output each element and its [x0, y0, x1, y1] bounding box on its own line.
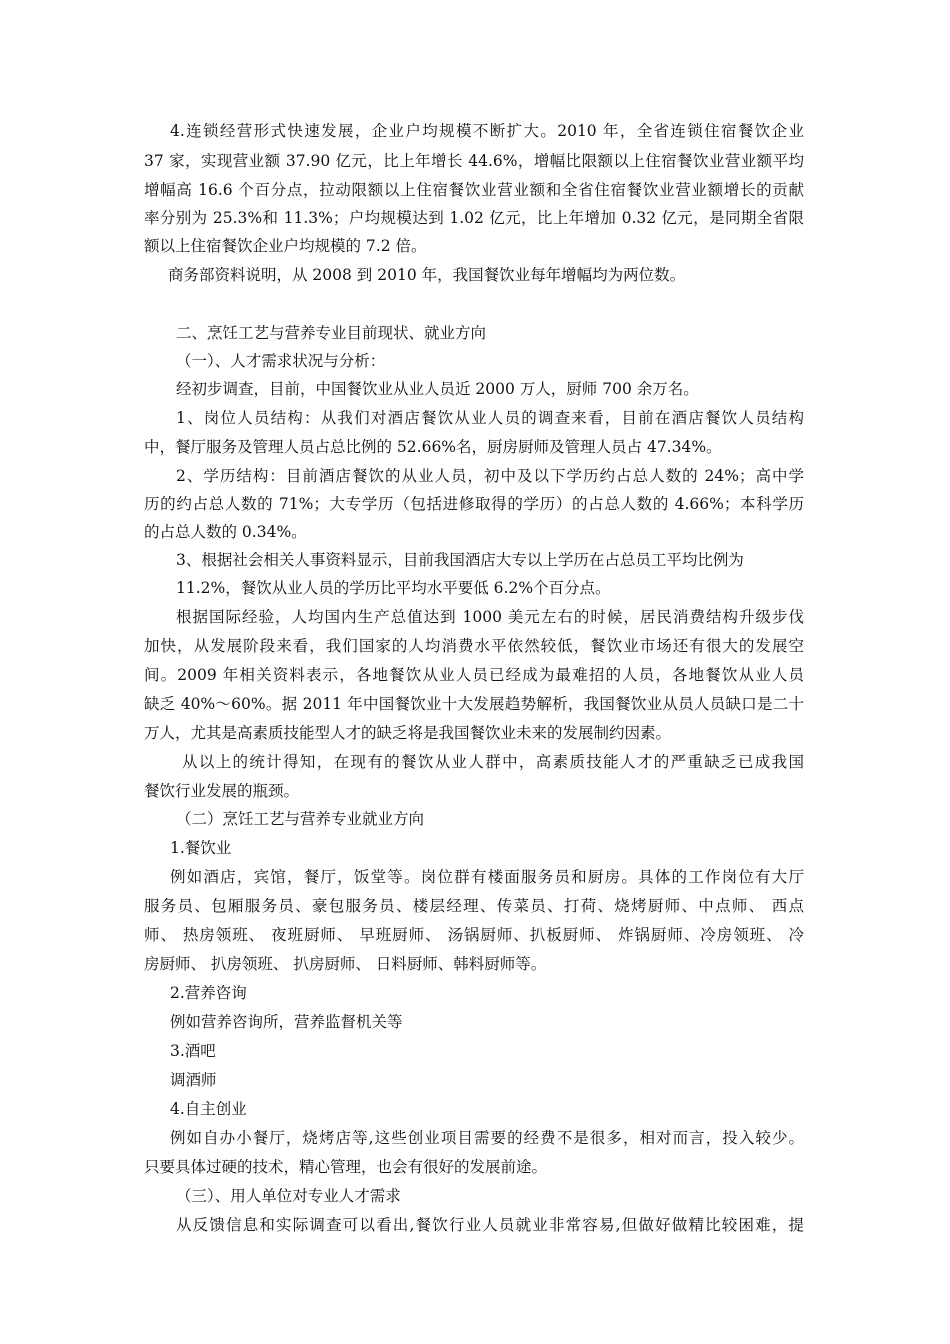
text-line: 历的约占总人数的 71%；大专学历（包括进修取得的学历）的占总人数的 4.66%；本科学历 — [144, 495, 804, 513]
list-heading: 2.营养咨询 — [170, 984, 247, 1002]
text-line: 间。2009 年相关资料表示，各地餐饮从业人员已经成为最难招的人员，各地餐饮从业人员 — [144, 666, 804, 684]
text-line: 4.连锁经营形式快速发展，企业户均规模不断扩大。2010 年，全省连锁住宿餐饮企业 — [170, 122, 804, 140]
text-line: 经初步调查，目前，中国餐饮业从业人员近 2000 万人，厨师 700 余万名。 — [176, 380, 699, 398]
text-line: 从以上的统计得知，在现有的餐饮从业人群中，高素质技能人才的严重缺乏已成我国 — [182, 753, 804, 771]
text-line: 例如自办小餐厅，烧烤店等,这些创业项目需要的经费不是很多，相对而言，投入较少。 — [170, 1129, 804, 1147]
text-line: 师、 热房领班、 夜班厨师、 早班厨师、 汤锅厨师、扒板厨师、 炸锅厨师、冷房领班、 冷 — [144, 926, 804, 944]
list-heading: 4.自主创业 — [170, 1100, 247, 1118]
list-heading: 1.餐饮业 — [170, 839, 232, 857]
text-line: 从反馈信息和实际调查可以看出,餐饮行业人员就业非常容易,但做好做精比较困难，提 — [176, 1216, 804, 1234]
text-line: 根据国际经验，人均国内生产总值达到 1000 美元左右的时候，居民消费结构升级步伐 — [176, 608, 804, 626]
subsection-heading: （一）、人才需求状况与分析： — [176, 352, 386, 370]
text-line: 11.2%，餐饮从业人员的学历比平均水平要低 6.2%个百分点。 — [176, 579, 611, 597]
text-line: 1、岗位人员结构：从我们对酒店餐饮从业人员的调查来看，目前在酒店餐饮人员结构 — [176, 409, 804, 427]
text-line: 房厨师、 扒房领班、 扒房厨师、 日料厨师、韩料厨师等。 — [144, 955, 547, 973]
list-heading: 3.酒吧 — [170, 1042, 216, 1060]
text-line: 例如酒店，宾馆，餐厅，饭堂等。岗位群有楼面服务员和厨房。具体的工作岗位有大厅 — [170, 868, 804, 886]
text-line: 餐饮行业发展的瓶颈。 — [144, 782, 300, 800]
text-line: 的占总人数的 0.34%。 — [144, 523, 307, 541]
section-heading: 二、烹饪工艺与营养专业目前现状、就业方向 — [176, 324, 487, 342]
text-line: 率分别为 25.3%和 11.3%；户均规模达到 1.02 亿元，比上年增加 0.32 亿元，是同期全省限 — [144, 209, 804, 227]
subsection-heading: （二）烹饪工艺与营养专业就业方向 — [176, 810, 425, 828]
text-line: 商务部资料说明，从 2008 到 2010 年，我国餐饮业每年增幅均为两位数。 — [168, 266, 686, 284]
text-line: 缺乏 40%～60%。据 2011 年中国餐饮业十大发展趋势解析，我国餐饮业从员人员缺口是二十 — [144, 695, 804, 713]
text-line: 服务员、包厢服务员、豪包服务员、楼层经理、传菜员、打荷、烧烤厨师、中点师、 西点 — [144, 897, 804, 915]
text-line: 2、学历结构：目前酒店餐饮的从业人员，初中及以下学历约占总人数的 24%；高中学 — [176, 467, 804, 485]
text-line: 例如营养咨询所，营养监督机关等 — [170, 1013, 403, 1031]
text-line: 中，餐厅服务及管理人员占总比例的 52.66%名，厨房厨师及管理人员占 47.34%。 — [144, 438, 722, 456]
text-line: 只要具体过硬的技术，精心管理，也会有很好的发展前途。 — [144, 1158, 548, 1176]
text-line: 加快，从发展阶段来看，我们国家的人均消费水平依然较低，餐饮业市场还有很大的发展空 — [144, 637, 804, 655]
text-line: 增幅高 16.6 个百分点，拉动限额以上住宿餐饮业营业额和全省住宿餐饮业营业额增长的贡献 — [144, 181, 804, 199]
text-line: 调酒师 — [170, 1071, 217, 1089]
text-line: 额以上住宿餐饮企业户均规模的 7.2 倍。 — [144, 237, 427, 255]
text-line: 万人，尤其是高素质技能型人才的缺乏将是我国餐饮业未来的发展制约因素。 — [144, 724, 672, 742]
text-line: 37 家，实现营业额 37.90 亿元，比上年增长 44.6%，增幅比限额以上住宿餐饮业营业额平均 — [144, 152, 804, 170]
text-line: 3、根据社会相关人事资料显示，目前我国酒店大专以上学历在占总员工平均比例为 — [176, 551, 744, 569]
subsection-heading: （三）、用人单位对专业人才需求 — [176, 1187, 401, 1205]
